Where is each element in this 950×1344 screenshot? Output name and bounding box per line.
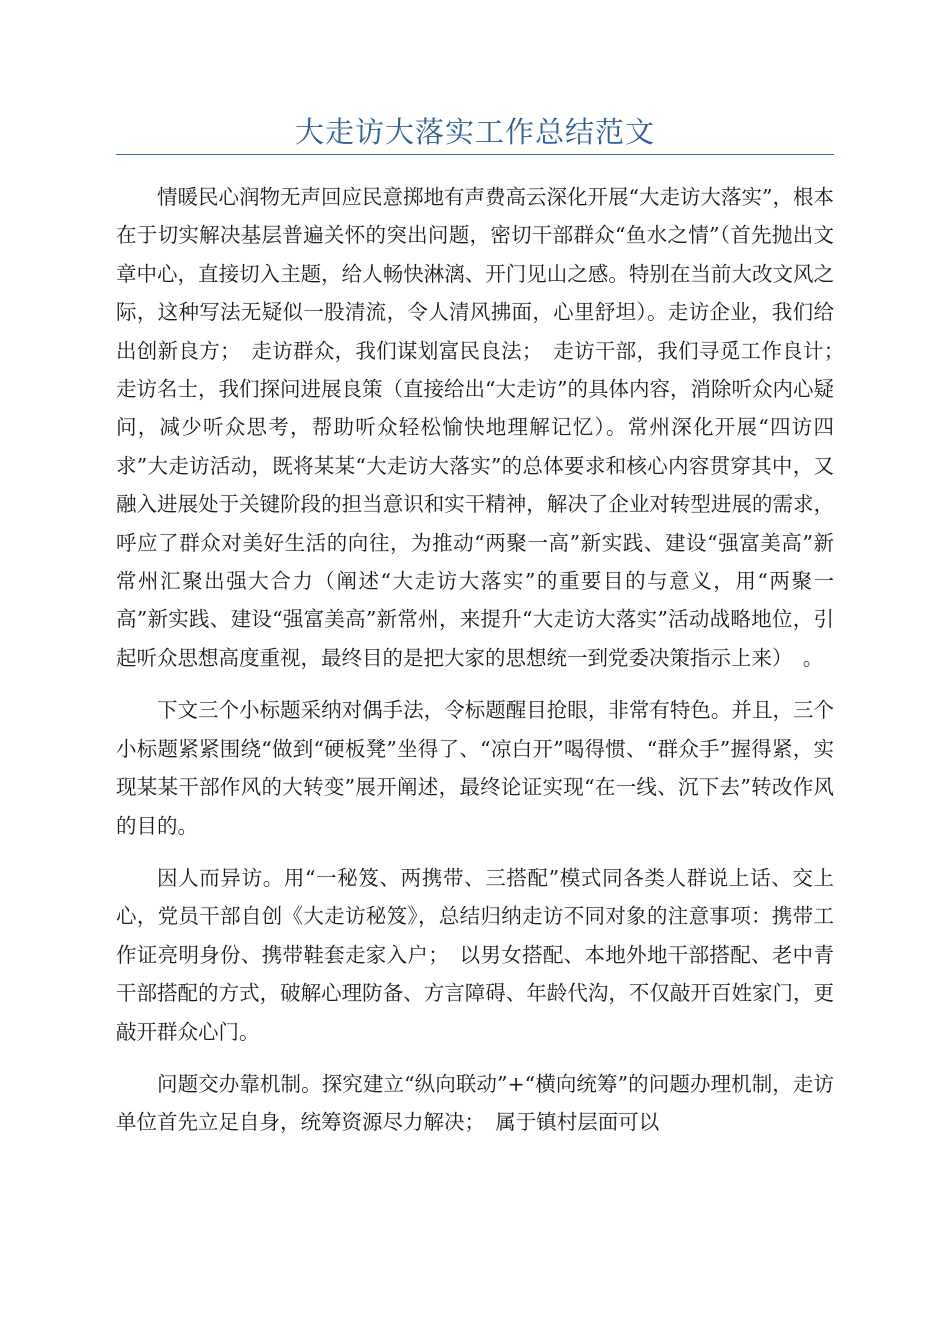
paragraph-subtitles: 下文三个小标题采纳对偶手法，令标题醒目抢眼，非常有特色。并且，三个小标题紧紧围绕“做到“硬板凳”坐得了、“凉白开”喝得惯、“群众手”握得紧，实现某某干部作风的大转变”展开阐述，最终论证实现“在一线、沉下去”转改作风的目的。 [116,698,834,838]
document-body [116,178,855,1156]
title-underline [116,154,834,155]
paragraph-intro: 情暖民心润物无声回应民意掷地有声费高云深化开展“大走访大落实”，根本在于切实解决基层普遍关怀的突出问题，密切干部群众“鱼水之情”（首先抛出文章中心，直接切入主题，给人畅快淋漓、开门见山之感。特别在当前大改文风之际，这种写法无疑似一股清流，令人清风拂面，心里舒坦）。走访企业，我们给出创新良方； 走访群众，我们谋划富民良法； 走访干部，我们寻觅工作良计； 走访名士，我们探问进展良策（直接给出“大走访”的具体内容，消除听众内心疑问，减少听众思考，帮助听众轻松愉快地理解记忆）。常州深化开展“四访四求”大走访活动，既将某某“大走访大落实”的总体要求和核心内容贯穿其中，又融入进展处于关键阶段的担当意识和实干精神，解决了企业对转型进展的需求，呼应了群众对美好生活的向往，为推动“两聚一高”新实践、建设“强富美高”新常州汇聚出强大合力（阐述“大走访大落实”的重要目的与意义，用“两聚一高”新实践、建设“强富美高”新常州，来提升“大走访大落实”活动战略地位，引起听众思想高度重视，最终目的是把大家的思想统一到党委决策指示上来） 。 [116,185,855,670]
document-title: 大走访大落实工作总结范文 [294,115,655,149]
paragraph-visit-by-person: 因人而异访。用“一秘笈、两携带、三搭配”模式同各类人群说上话、交上心，党员干部自创《大走访秘笈》，总结归纳走访不同对象的注意事项：携带工作证亮明身份、携带鞋套走家入户； 以男女搭配、本地外地干部搭配、老中青干部搭配的方式，破解心理防备、方言障碍、年龄代沟，不仅敲开百姓家门，更敲开群众心门。 [116,865,834,1044]
paragraph-mechanism: 问题交办靠机制。探究建立“纵向联动”+“横向统筹”的问题办理机制，走访单位首先立足自身，统筹资源尽力解决； 属于镇村层面可以 [116,1071,834,1135]
